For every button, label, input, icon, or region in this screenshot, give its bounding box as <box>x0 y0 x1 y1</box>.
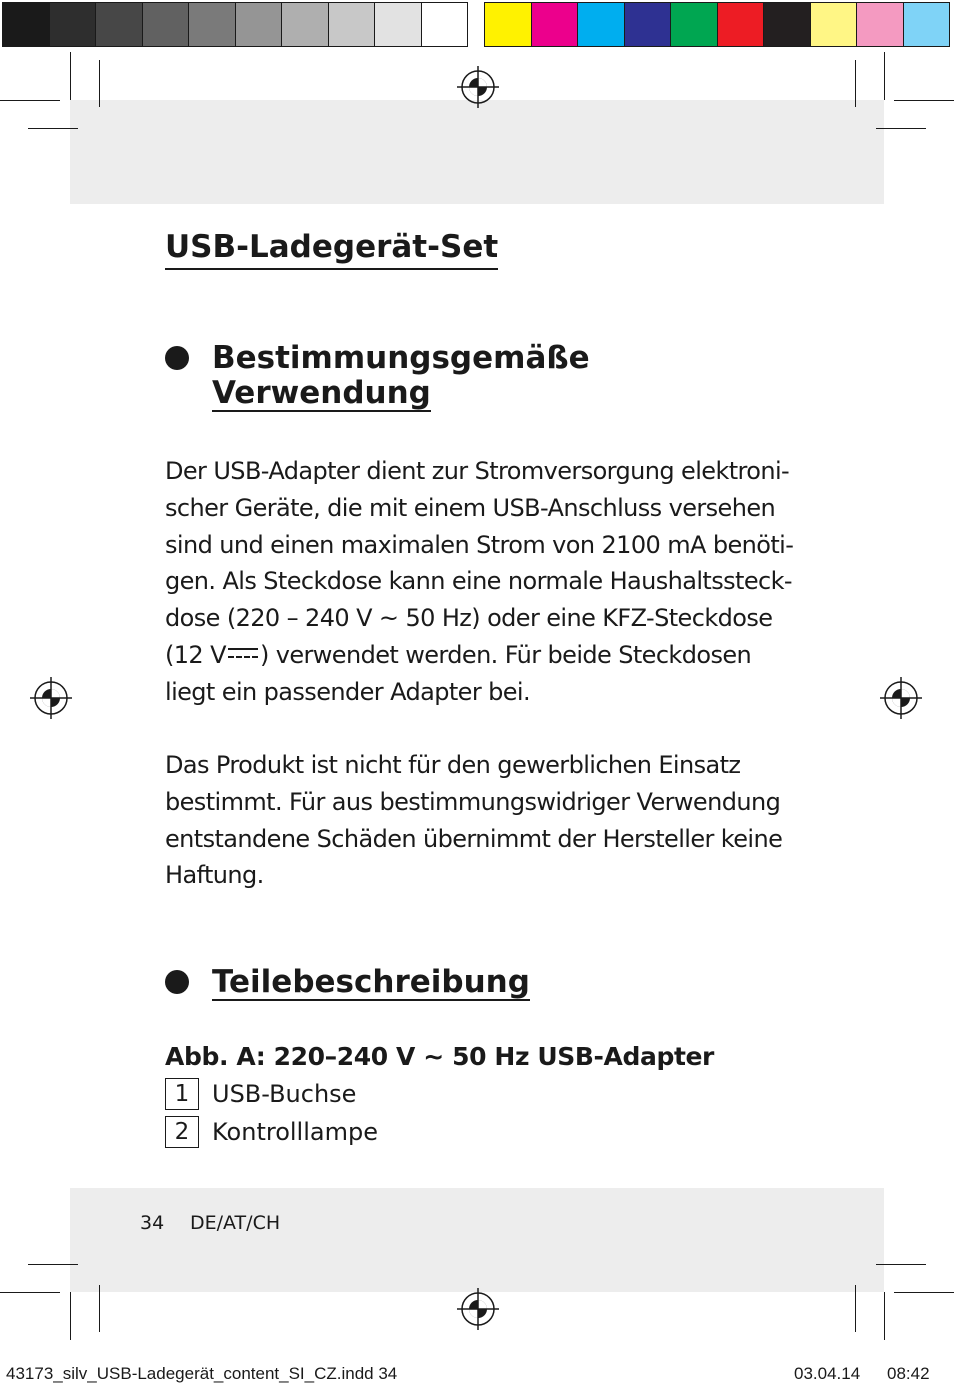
paragraph-intended-use <box>165 453 805 711</box>
text-line: gen. Als Steckdose kann eine normale Haushaltssteck- <box>165 567 792 596</box>
color-swatch <box>188 2 236 47</box>
text-line <box>165 637 805 674</box>
slug-time: 08:42 <box>887 1364 930 1383</box>
text-fragment: ) verwendet werden. Für beide Steckdosen <box>259 640 752 669</box>
color-swatch <box>2 2 50 47</box>
heading-line: Verwendung <box>212 375 431 411</box>
section-heading-intended-use <box>212 341 590 412</box>
text-line: liegt ein passender Adapter bei. <box>165 677 531 706</box>
color-swatch <box>328 2 376 47</box>
registration-mark-icon <box>457 1288 499 1330</box>
text-line: dose (220 – 240 V ~ 50 Hz) oder eine KFZ-Steckdose <box>165 604 773 633</box>
color-swatch <box>95 2 143 47</box>
section-bullet-icon <box>165 970 189 994</box>
part-number: 1 <box>165 1078 199 1110</box>
dc-current-icon <box>228 648 258 660</box>
color-swatch <box>235 2 283 47</box>
footer-band <box>70 1188 884 1292</box>
color-swatch <box>763 2 811 47</box>
text-line: Der USB-Adapter dient zur Stromversorgung elektroni- <box>165 457 790 485</box>
text-line: bestimmt. Für aus bestimmungswidriger Verwendung <box>165 787 781 816</box>
part-number: 2 <box>165 1116 199 1148</box>
text-line: sind und einen maximalen Strom von 2100 mA benöti- <box>165 530 794 559</box>
color-swatch <box>531 2 579 47</box>
registration-mark-icon <box>457 66 499 108</box>
part-label: USB-Buchse <box>212 1080 357 1108</box>
color-swatch <box>281 2 329 47</box>
part-item <box>165 1116 465 1150</box>
figure-caption: Abb. A: 220–240 V ~ 50 Hz USB-Adapter <box>165 1042 714 1071</box>
slug-filename: 43173_silv_USB-Ladegerät_content_SI_CZ.indd 34 <box>6 1364 398 1383</box>
locale-label: DE/AT/CH <box>190 1212 281 1234</box>
text-line: entstandene Schäden übernimmt der Hersteller keine <box>165 824 783 853</box>
color-swatch <box>374 2 422 47</box>
document-title: USB-Ladegerät-Set <box>165 226 498 270</box>
color-swatch <box>484 2 532 47</box>
slug-date: 03.04.14 <box>794 1364 861 1383</box>
paragraph-liability <box>165 747 805 894</box>
text-fragment: (12 V <box>165 640 226 669</box>
color-swatch <box>670 2 718 47</box>
heading-line: Bestimmungsgemäße <box>212 340 590 376</box>
color-swatch <box>810 2 858 47</box>
color-swatch <box>577 2 625 47</box>
part-label: Kontrolllampe <box>212 1118 378 1146</box>
color-swatch <box>49 2 97 47</box>
text-line: Haftung. <box>165 861 264 890</box>
page-number: 34 <box>140 1212 165 1234</box>
color-swatch <box>856 2 904 47</box>
section-bullet-icon <box>165 346 189 370</box>
color-swatch <box>717 2 765 47</box>
color-swatch <box>624 2 672 47</box>
header-band <box>70 100 884 204</box>
color-swatch <box>142 2 190 47</box>
text-line: Das Produkt ist nicht für den gewerblichen Einsatz <box>165 751 741 779</box>
registration-mark-icon <box>30 677 72 719</box>
heading-line: Teilebeschreibung <box>212 964 530 1000</box>
text-line: scher Geräte, die mit einem USB-Anschluss versehen <box>165 493 776 522</box>
color-swatch <box>421 2 469 47</box>
color-swatch <box>903 2 951 47</box>
section-heading-parts <box>212 965 530 1001</box>
registration-mark-icon <box>880 677 922 719</box>
part-item <box>165 1078 465 1112</box>
